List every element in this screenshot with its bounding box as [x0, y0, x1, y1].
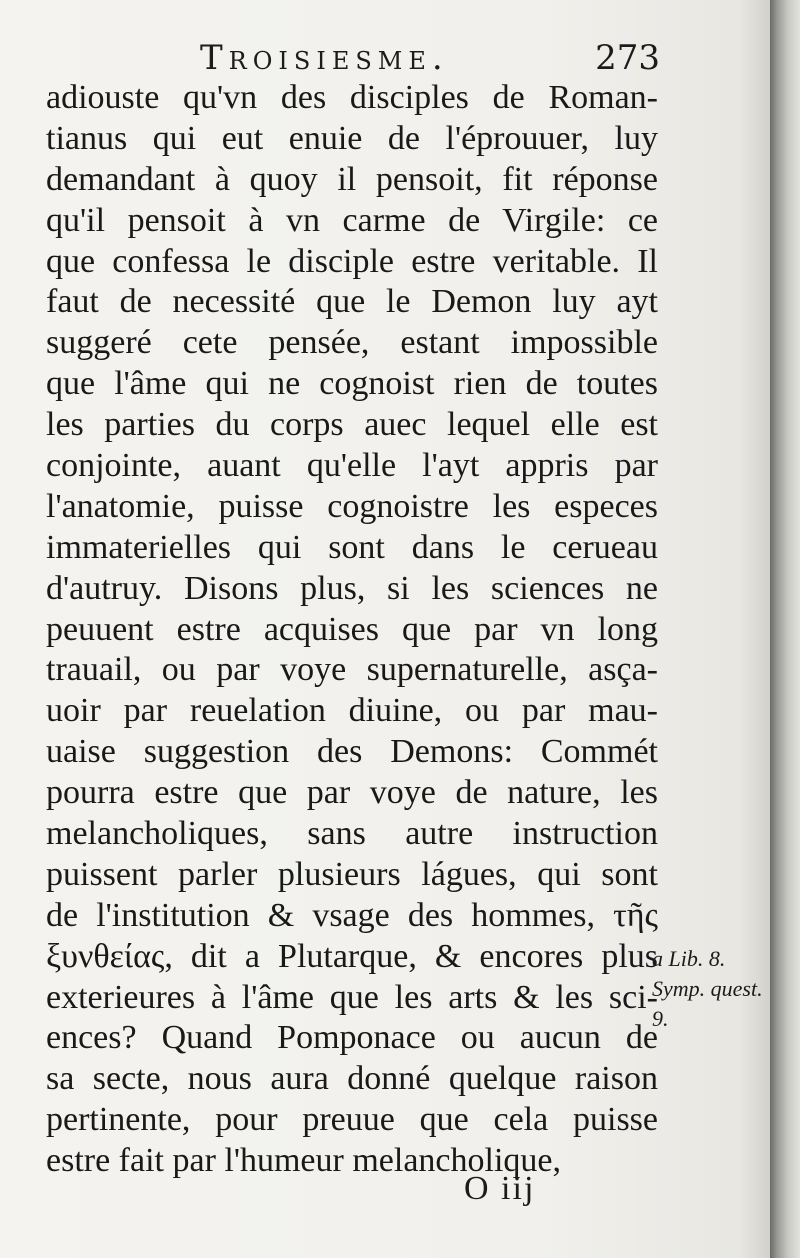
text-line: tianus qui eut enuie de l'éprouuer, luy	[46, 119, 658, 157]
margin-note-line: a Lib. 8.	[652, 946, 726, 971]
text-line: les parties du corps auec lequel elle est	[46, 406, 658, 444]
text-line: qu'il pensoit à vn carme de Virgile: ce	[46, 201, 658, 239]
text-line: puissent parler plusieurs lágues, qui sont	[46, 855, 658, 893]
text-line: pourra estre que par voye de nature, les	[46, 774, 658, 812]
text-line: trauail, ou par voye supernaturelle, asça-	[46, 651, 658, 689]
text-line: pertinente, pour preuue que cela puisse	[46, 1101, 658, 1139]
page-number: 273	[595, 38, 660, 78]
text-line: uaise suggestion des Demons: Commét	[46, 733, 658, 771]
text-line: immaterielles qui sont dans le cerueau	[46, 528, 658, 566]
text-line: peuuent estre acquises que par vn long	[46, 610, 658, 648]
text-line: faut de necessité que le Demon luy ayt	[46, 283, 658, 321]
text-line: demandant à quoy il pensoit, fit réponse	[46, 160, 658, 198]
text-line: sa secte, nous aura donné quelque raison	[46, 1060, 658, 1098]
text-line: uoir par reuelation diuine, ou par mau-	[46, 692, 658, 730]
signature-mark: O iij	[464, 1170, 536, 1207]
text-line: ences? Quand Pomponace ou aucun de	[46, 1019, 658, 1057]
margin-note	[652, 944, 768, 1034]
text-line: exterieures à l'âme que les arts & les sci-	[46, 978, 658, 1016]
text-line: l'anatomie, puisse cognoistre les especes	[46, 487, 658, 525]
text-line: que l'âme qui ne cognoist rien de toutes	[46, 365, 658, 403]
text-line: de l'institution & vsage des hommes, τῆς	[46, 896, 658, 934]
text-line: d'autruy. Disons plus, si les sciences ne	[46, 569, 658, 607]
running-head: Troisiesme.	[200, 38, 449, 78]
page-header	[40, 28, 660, 82]
margin-note-line: 9.	[652, 1006, 669, 1031]
text-line: que confessa le disciple estre veritable. Il	[46, 242, 658, 280]
text-line: suggeré cete pensée, estant impossible	[46, 324, 658, 362]
text-line: conjointe, auant qu'elle l'ayt appris par	[46, 447, 658, 485]
text-line: melancholiques, sans autre instruction	[46, 815, 658, 853]
book-fore-edge	[770, 0, 800, 1258]
text-line: adiouste qu'vn des disciples de Roman-	[46, 79, 658, 116]
text-line: estre fait par l'humeur melancholique,	[46, 1142, 561, 1180]
margin-note-line: Symp. quest.	[652, 976, 763, 1001]
text-line: ξυνθείας, dit a Plutarque, & encores plus	[46, 937, 658, 975]
body-text	[46, 78, 658, 1182]
